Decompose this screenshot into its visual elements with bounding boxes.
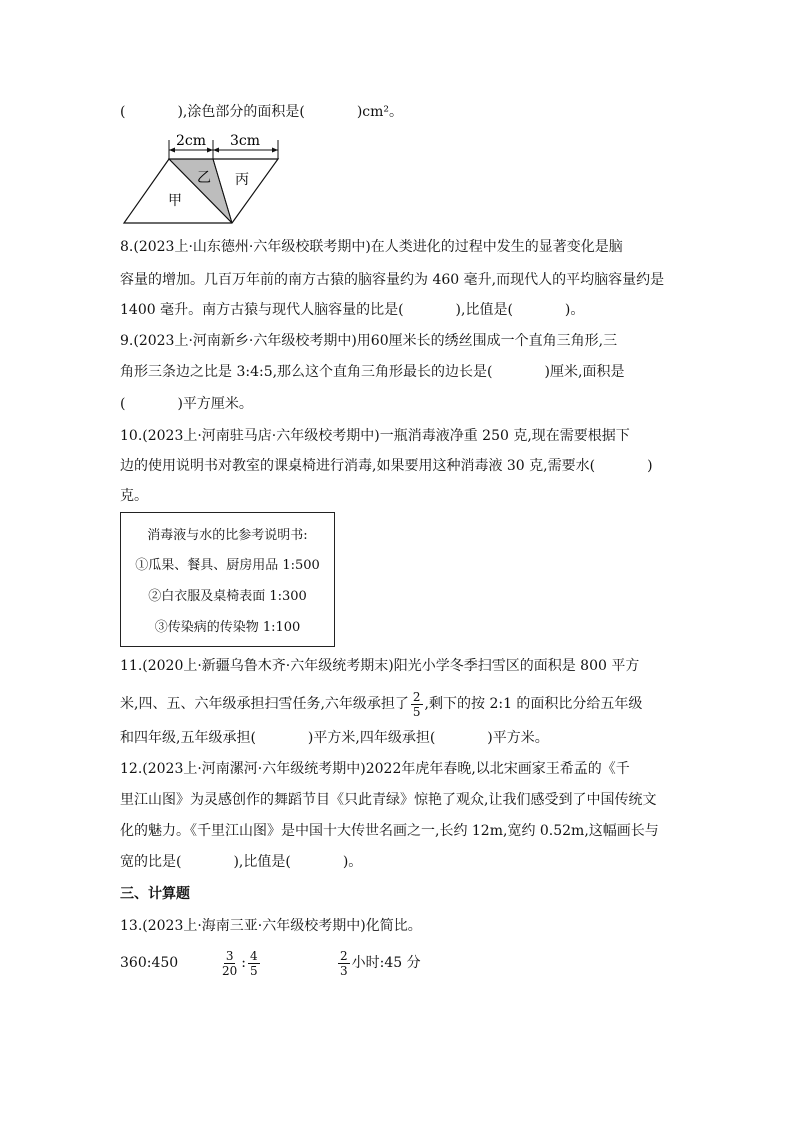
fraction-two-fifths (411, 690, 423, 719)
q8-line-2: 容量的增加。几百万年前的南方古猿的脑容量约为 460 毫升,而现代人的平均脑容量约是 (120, 272, 665, 288)
box-title: 消毒液与水的比参考说明书: (147, 528, 308, 543)
label-jia: 甲 (168, 193, 182, 209)
q12-text: 宽的比是( (120, 854, 182, 870)
q12-line-2: 里江山图》为灵感创作的舞蹈节目《只此青绿》惊艳了观众,让我们感受到了中国传统文 (120, 792, 657, 808)
q8-line-3 (120, 300, 584, 320)
q9-line-2 (120, 362, 624, 382)
q11-line-3 (120, 728, 549, 748)
fraction-3-20 (220, 949, 239, 978)
q13-expr-2 (218, 942, 262, 984)
q7-open: ( (120, 104, 126, 120)
q12-line-4 (120, 852, 362, 872)
q11-line-2 (120, 688, 642, 720)
fraction-numerator: 2 (412, 689, 421, 704)
q12-text: ),比值是( (233, 854, 291, 870)
arrow-head (207, 148, 213, 153)
fraction-denominator: 20 (222, 963, 238, 978)
q11-text: )平方米,四年级承担( (307, 730, 436, 746)
q9-text: )平方厘米。 (177, 396, 253, 412)
q10-text: 边的使用说明书对教室的课桌椅进行消毒,如果要用这种消毒液 30 克,需要水( (120, 458, 596, 474)
arrow-head (213, 148, 219, 153)
q8-text: ),比值是( (455, 302, 513, 318)
q11-text: 米,四、五、六年级承担扫雪任务,六年级承担了 (120, 696, 409, 712)
q10-line-1: 10.(2023上·河南驻马店·六年级校考期中)一瓶消毒液净重 250 克,现在需要根据下 (120, 428, 630, 444)
dim-label-right: 3cm (229, 133, 261, 149)
label-yi: 乙 (197, 170, 211, 186)
q10-line-3: 克。 (120, 488, 148, 504)
dim-label-left: 2cm (175, 133, 207, 149)
q9-line-1: 9.(2023上·河南新乡·六年级校考期中)用60厘米长的绣丝围成一个直角三角形,三 (120, 333, 618, 349)
box-item-3: ③传染病的传染物 1:100 (154, 620, 301, 635)
fraction-numerator: 2 (340, 948, 348, 963)
q10-text: ) (647, 458, 653, 474)
q9-text: )厘米,面积是 (544, 364, 625, 380)
q7-mid: ),涂色部分的面积是( (177, 104, 305, 120)
arrow-head (169, 148, 175, 153)
q9-text: 角形三条边之比是 3:4:5,那么这个直角三角形最长的边长是( (120, 364, 493, 380)
q8-text: 1400 毫升。南方古猿与现代人脑容量的比是( (120, 302, 404, 318)
fraction-2-3 (338, 949, 350, 978)
fraction-denominator: 3 (340, 963, 348, 978)
section-title: 三、计算题 (120, 886, 190, 902)
q11-text: ,剩下的按 2:1 的面积比分给五年级 (424, 696, 643, 712)
q13-line-1: 13.(2023上·海南三亚·六年级校考期中)化简比。 (120, 918, 422, 934)
fraction-numerator: 3 (225, 948, 234, 963)
q7-tail-line (120, 102, 403, 122)
q8-line-1: 8.(2023上·山东德州·六年级校联考期中)在人类进化的过程中发生的显著变化是脑 (120, 239, 623, 255)
ratio-colon: : (241, 955, 246, 971)
fraction-denominator: 5 (250, 963, 258, 978)
fraction-denominator: 5 (412, 704, 421, 719)
q12-line-3: 化的魅力。《千里江山图》是中国十大传世名画之一,长约 12m,宽约 0.52m,这幅画长与 (120, 823, 659, 839)
parallelogram-figure (118, 128, 288, 228)
instruction-box (120, 512, 335, 647)
q11-text: )平方米。 (487, 730, 549, 746)
q13-expr-3 (336, 942, 421, 984)
box-item-2: ②白衣服及桌椅表面 1:300 (148, 589, 307, 604)
q9-line-3 (120, 394, 253, 414)
box-item-1: ①瓜果、餐具、厨房用品 1:500 (135, 558, 320, 573)
q12-text: )。 (342, 854, 363, 870)
q11-text: 和四年级,五年级承担( (120, 730, 256, 746)
q8-text: )。 (564, 302, 585, 318)
arrow-head (272, 148, 278, 153)
q10-line-2 (120, 456, 653, 476)
q7-end: )cm²。 (356, 104, 404, 120)
label-bing: 丙 (235, 172, 249, 188)
fraction-4-5 (248, 949, 260, 978)
q9-text: ( (120, 396, 126, 412)
fraction-numerator: 4 (250, 948, 258, 963)
q13-text: 小时:45 分 (351, 955, 421, 971)
q13-expr-1: 360:450 (120, 955, 179, 971)
q12-line-1: 12.(2023上·河南漯河·六年级统考期中)2022年虎年春晚,以北宋画家王希孟的《千 (120, 761, 630, 777)
q11-line-1: 11.(2020上·新疆乌鲁木齐·六年级统考期末)阳光小学冬季扫雪区的面积是 800 平方 (120, 658, 640, 674)
